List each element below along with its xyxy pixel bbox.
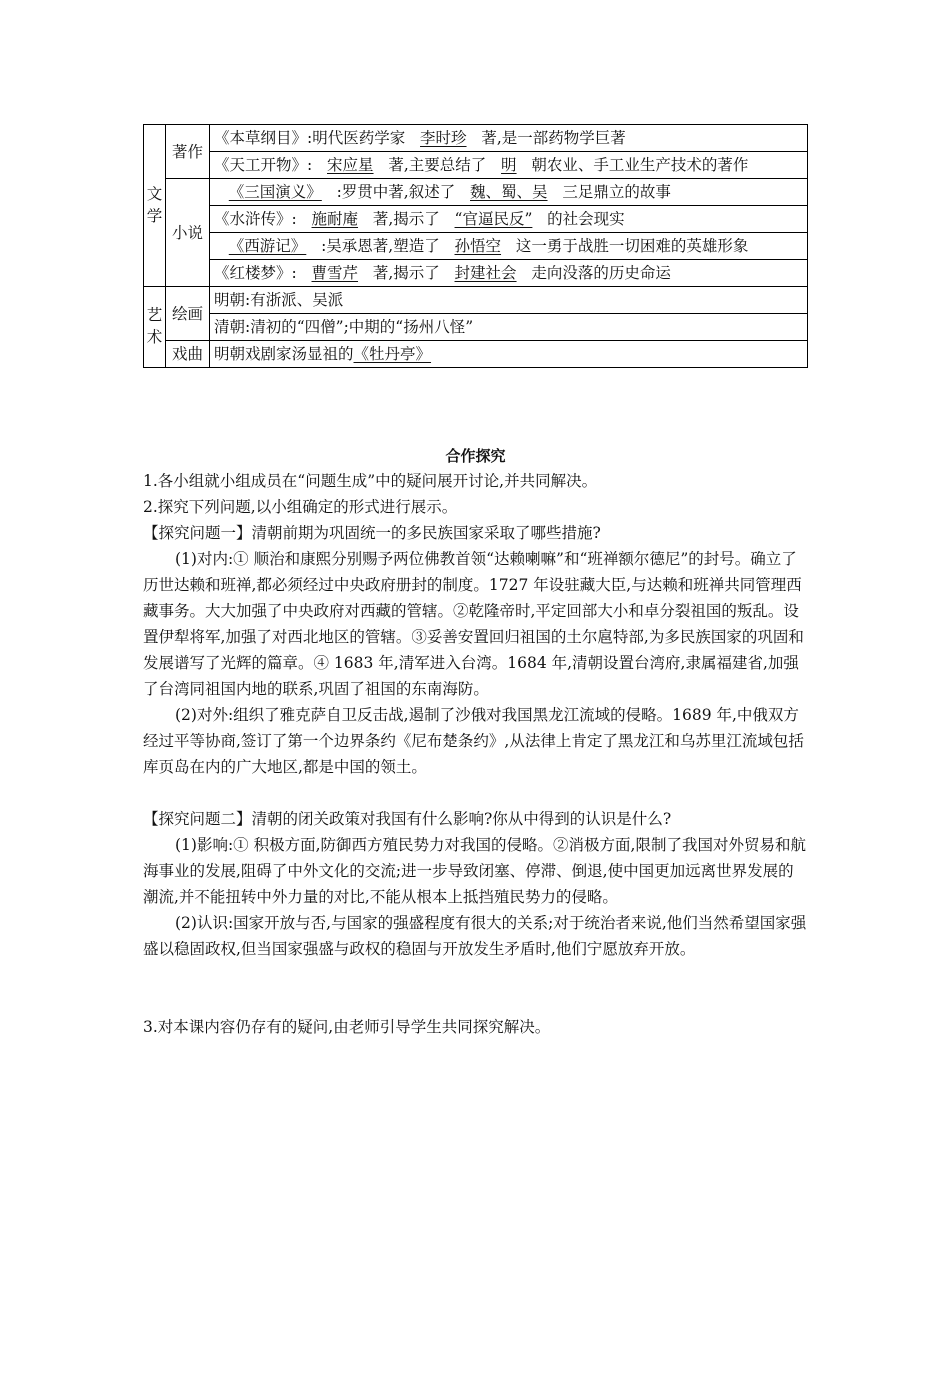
row-xiyou: 《西游记》 :吴承恩著,塑造了 孙悟空 这一勇于战胜一切困难的英雄形象: [210, 233, 808, 260]
subcat-novel: 小说: [166, 179, 210, 287]
literature-label: 文学: [146, 184, 163, 225]
question-1-answer-internal: (1)对内:① 顺治和康熙分别赐予两位佛教首领“达赖喇嘛”和“班禅额尔德尼”的封号。确立了历世达赖和班禅,都必须经过中央政府册封的制度。1727 年设驻藏大臣,与达赖和班禅共同管理西藏事务。大大加强了中央政府对西藏的管辖。②乾隆帝时,平定回部大小和卓分裂祖国的叛乱。设置伊犁将军,加强了对西北地区的管辖。③妥善安置回归祖国的土尔扈特部,为多民族国家的巩固和发展谱写了光辉的篇章。④ 1683 年,清军进入台湾。1684 年,清朝设置台湾府,隶属福建省,加强了台湾同祖国内地的联系,巩固了祖国的东南海防。: [143, 550, 804, 698]
step-2: 2.探究下列问题,以小组确定的形式进行展示。: [143, 498, 458, 516]
category-literature: [144, 125, 166, 287]
question-1: 【探究问题一】清朝前期为巩固统一的多民族国家采取了哪些措施?: [143, 524, 601, 542]
section-heading: 合作探究: [445, 447, 506, 465]
row-bencao: 《本草纲目》:明代医药学家 李时珍 著,是一部药物学巨著: [210, 125, 808, 152]
question-2-answer-insight: (2)认识:国家开放与否,与国家的强盛程度有很大的关系;对于统治者来说,他们当然希望国家强盛以稳固政权,但当国家强盛与政权的稳固与开放发生矛盾时,他们宁愿放弃开放。: [143, 914, 807, 958]
body-text: [143, 468, 808, 1040]
row-sanguo: 《三国演义》 :罗贯中著,叙述了 魏、蜀、吴 三足鼎立的故事: [210, 179, 808, 206]
answer-three-kingdoms: 魏、蜀、吴: [470, 183, 548, 201]
subcat-painting: 绘画: [166, 287, 210, 341]
step-3: 3.对本课内容仍存有的疑问,由老师引导学生共同探究解决。: [143, 1018, 551, 1036]
row-qing-painting: 清朝:清初的“四僧”;中期的“扬州八怪”: [210, 314, 808, 341]
category-art: [144, 287, 166, 368]
answer-cao-xueqin: 曹雪芹: [311, 264, 359, 282]
row-ming-painting: 明朝:有浙派、吴派: [210, 287, 808, 314]
row-tiangong: 《天工开物》: 宋应星 著,主要总结了 明 朝农业、手工业生产技术的著作: [210, 152, 808, 179]
answer-li-shizhen: 李时珍: [420, 129, 467, 147]
answer-guanbi-minfan: “官逼民反”: [454, 210, 533, 228]
subcat-works: 著作: [166, 125, 210, 179]
answer-mudanting: 《牡丹亭》: [353, 345, 432, 363]
answer-xiyouji: 《西游记》: [228, 237, 307, 255]
answer-sun-wukong: 孙悟空: [454, 237, 502, 255]
answer-shi-naian: 施耐庵: [311, 210, 359, 228]
row-shuihu: 《水浒传》: 施耐庵 著,揭示了 “官逼民反” 的社会现实: [210, 206, 808, 233]
question-2: 【探究问题二】清朝的闭关政策对我国有什么影响?你从中得到的认识是什么?: [143, 810, 672, 828]
question-2-answer-impact: (1)影响:① 积极方面,防御西方殖民势力对我国的侵略。②消极方面,限制了我国对外贸易和航海事业的发展,阻碍了中外文化的交流;进一步导致闭塞、停滞、倒退,使中国更加远离世界发展的潮流,并不能扭转中外力量的对比,不能从根本上抵挡殖民势力的侵略。: [143, 836, 806, 906]
answer-ming: 明: [501, 156, 517, 174]
step-1: 1.各小组就小组成员在“问题生成”中的疑问展开讨论,并共同解决。: [143, 472, 598, 490]
question-1-answer-external: (2)对外:组织了雅克萨自卫反击战,遏制了沙俄对我国黑龙江流域的侵略。1689 年,中俄双方经过平等协商,签订了第一个边界条约《尼布楚条约》,从法律上肯定了黑龙江和乌苏里江流域包括库页岛在内的广大地区,都是中国的领土。: [143, 706, 804, 776]
answer-sanguo: 《三国演义》: [228, 183, 322, 201]
answer-song-yingxing: 宋应星: [327, 156, 374, 174]
culture-table: [143, 124, 808, 368]
row-honglou: 《红楼梦》: 曹雪芹 著,揭示了 封建社会 走向没落的历史命运: [210, 260, 808, 287]
answer-feudal-society: 封建社会: [454, 264, 517, 282]
row-drama: 明朝戏剧家汤显祖的《牡丹亭》: [210, 341, 808, 368]
subcat-drama: 戏曲: [166, 341, 210, 368]
art-label: 艺术: [146, 306, 163, 346]
